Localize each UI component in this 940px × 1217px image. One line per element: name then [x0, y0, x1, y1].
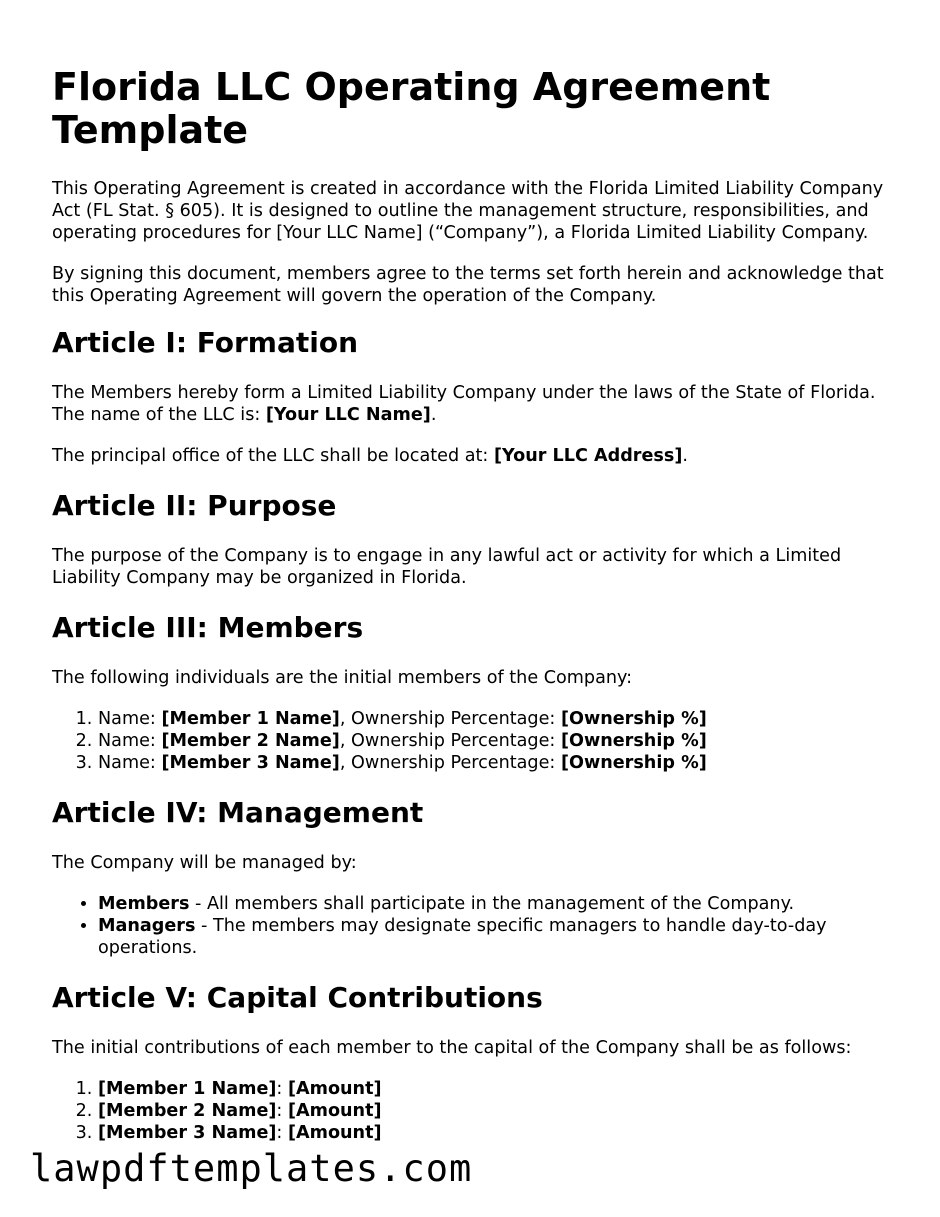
list-item: 3. [Member 3 Name]: [Amount]	[98, 1122, 902, 1144]
article-3-intro: The following individuals are the initial members of the Company:	[52, 668, 633, 688]
article-4-intro: The Company will be managed by:	[52, 853, 357, 873]
list-item: 2. Name: [Member 2 Name], Ownership Percentage: [Ownership %]	[98, 730, 902, 752]
list-item: • Managers - The members may designate specific managers to handle day-to-day operations.	[98, 915, 902, 959]
management-list	[52, 893, 902, 959]
article-5-intro: The initial contributions of each member to the capital of the Company shall be as follows:	[52, 1038, 852, 1058]
members-list	[52, 708, 902, 774]
llc-address-placeholder: [Your LLC Address]	[493, 446, 683, 466]
article-2-heading: Article II: Purpose	[52, 489, 337, 522]
document-title: Florida LLC Operating Agreement Template	[52, 65, 771, 152]
document-page	[52, 66, 902, 1166]
watermark: lawpdftemplates.com	[30, 1147, 473, 1190]
article-1-paragraph-1: The Members hereby form a Limited Liability Company under the laws of the State of Florida. The name of the LLC is: [Your LLC Name].	[52, 383, 876, 425]
article-2-paragraph-1: The purpose of the Company is to engage in any lawful act or activity for which a Limited Liability Company may be organized in Florida.	[52, 546, 842, 588]
llc-name-placeholder: [Your LLC Name]	[265, 405, 431, 425]
contributions-list	[52, 1078, 902, 1144]
article-1-heading: Article I: Formation	[52, 326, 359, 359]
list-item: • Members - All members shall participate in the management of the Company.	[98, 893, 902, 915]
article-4-heading: Article IV: Management	[52, 796, 424, 829]
list-item: 1. [Member 1 Name]: [Amount]	[98, 1078, 902, 1100]
article-5-heading: Article V: Capital Contributions	[52, 981, 543, 1014]
list-item: 2. [Member 2 Name]: [Amount]	[98, 1100, 902, 1122]
article-3-heading: Article III: Members	[52, 611, 364, 644]
intro-paragraph-2: By signing this document, members agree to the terms set forth herein and acknowledge that this Operating Agreement will govern the operation of the Company.	[52, 264, 884, 306]
list-item: 3. Name: [Member 3 Name], Ownership Percentage: [Ownership %]	[98, 752, 902, 774]
article-1-paragraph-2: The principal office of the LLC shall be located at: [Your LLC Address].	[52, 446, 688, 466]
intro-paragraph-1: This Operating Agreement is created in accordance with the Florida Limited Liability Company Act (FL Stat. § 605). It is designed to outline the management structure, responsibilities, and operating procedures for [Your LLC Name] (“Company”), a Florida Limited Liability Company.	[52, 179, 884, 243]
list-item: 1. Name: [Member 1 Name], Ownership Percentage: [Ownership %]	[98, 708, 902, 730]
